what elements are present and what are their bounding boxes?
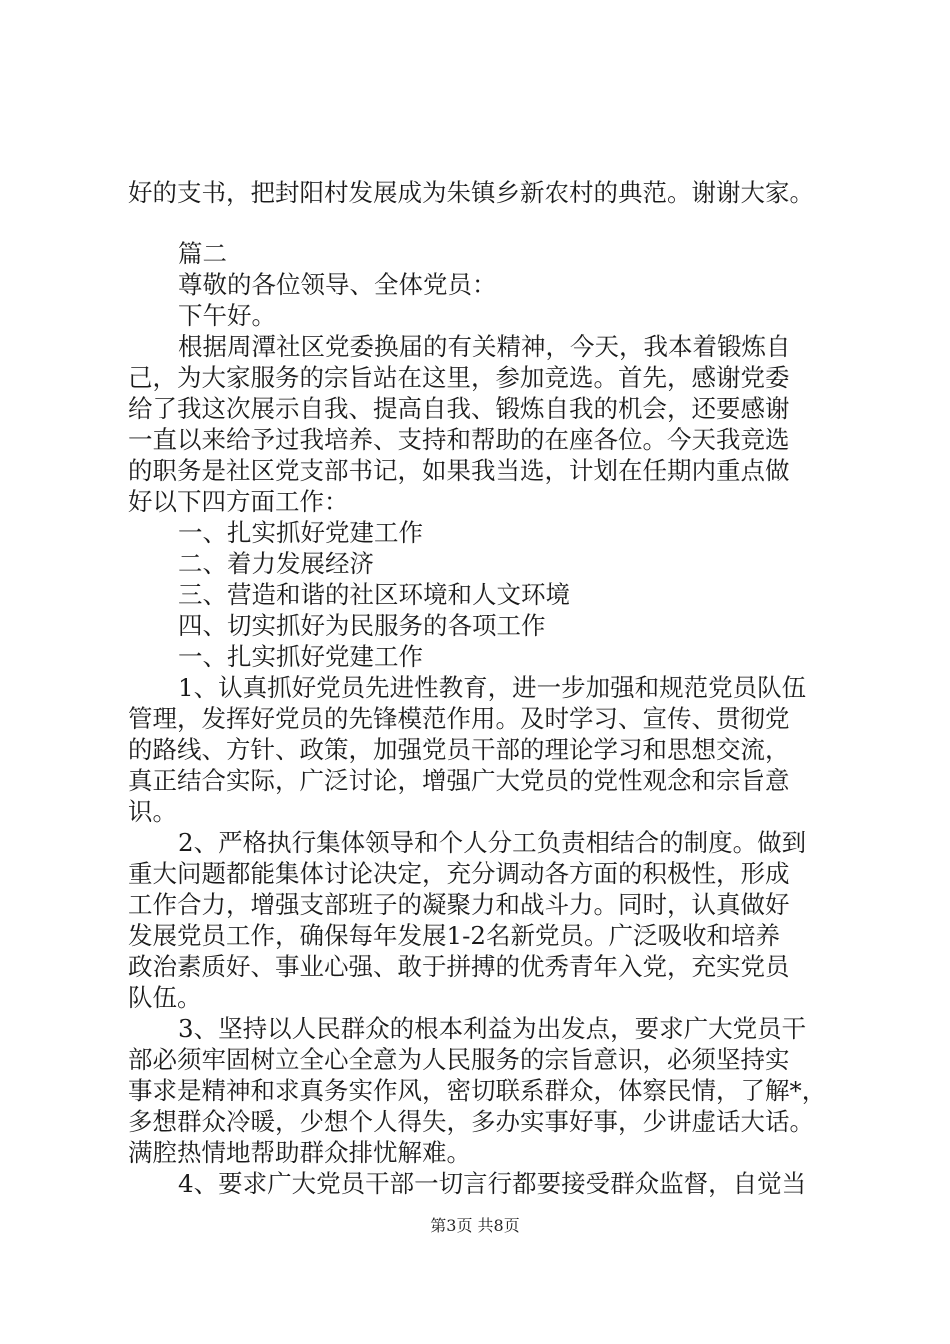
body-line: 的职务是社区党支部书记，如果我当选，计划在任期内重点做 (128, 456, 790, 485)
body-line: 队伍。 (128, 983, 202, 1012)
body-line: 满腔热情地帮助群众排忧解难。 (128, 1138, 471, 1167)
body-line: 一直以来给予过我培养、支持和帮助的在座各位。今天我竞选 (128, 425, 790, 454)
body-line: 给了我这次展示自我、提高自我、锻炼自我的机会，还要感谢 (128, 394, 790, 423)
list-item: 三、营造和谐的社区环境和人文环境 (178, 580, 570, 609)
salutation: 尊敬的各位领导、全体党员： (178, 270, 497, 299)
body-line: 己，为大家服务的宗旨站在这里，参加竞选。首先，感谢党委 (128, 363, 790, 392)
list-item: 一、扎实抓好党建工作 (178, 518, 423, 547)
body-line: 管理，发挥好党员的先锋模范作用。及时学习、宣传、贯彻党 (128, 704, 790, 733)
body-line: 好以下四方面工作： (128, 487, 349, 516)
section-heading: 篇二 (178, 239, 227, 268)
body-line: 识。 (128, 797, 177, 826)
subsection-heading: 一、扎实抓好党建工作 (178, 642, 423, 671)
body-line: 好的支书，把封阳村发展成为朱镇乡新农村的典范。谢谢大家。 (128, 178, 814, 207)
body-line: 工作合力，增强支部班子的凝聚力和战斗力。同时，认真做好 (128, 890, 790, 919)
body-line: 根据周潭社区党委换届的有关精神，今天，我本着锻炼自 (178, 332, 791, 361)
list-item: 四、切实抓好为民服务的各项工作 (178, 611, 546, 640)
body-line: 2、严格执行集体领导和个人分工负责相结合的制度。做到 (178, 828, 807, 857)
body-line: 3、坚持以人民群众的根本利益为出发点，要求广大党员干 (178, 1014, 807, 1043)
body-line: 发展党员工作，确保每年发展1-2名新党员。广泛吸收和培养 (128, 921, 780, 950)
body-line: 4、要求广大党员干部一切言行都要接受群众监督，自觉当 (178, 1169, 807, 1198)
body-line: 1、认真抓好党员先进性教育，进一步加强和规范党员队伍 (178, 673, 807, 702)
greeting: 下午好。 (178, 301, 276, 330)
body-line: 多想群众冷暖，少想个人得失，多办实事好事，少讲虚话大话。 (128, 1107, 814, 1136)
body-line: 重大问题都能集体讨论决定，充分调动各方面的积极性，形成 (128, 859, 790, 888)
page-number-footer: 第3页 共8页 (430, 1216, 520, 1235)
body-line: 的路线、方针、政策，加强党员干部的理论学习和思想交流， (128, 735, 790, 764)
body-line: 部必须牢固树立全心全意为人民服务的宗旨意识，必须坚持实 (128, 1045, 790, 1074)
body-line: 政治素质好、事业心强、敢于拼搏的优秀青年入党，充实党员 (128, 952, 790, 981)
body-line: 事求是精神和求真务实作风，密切联系群众，体察民情，了解*， (128, 1076, 827, 1105)
list-item: 二、着力发展经济 (178, 549, 374, 578)
body-line: 真正结合实际，广泛讨论，增强广大党员的党性观念和宗旨意 (128, 766, 790, 795)
